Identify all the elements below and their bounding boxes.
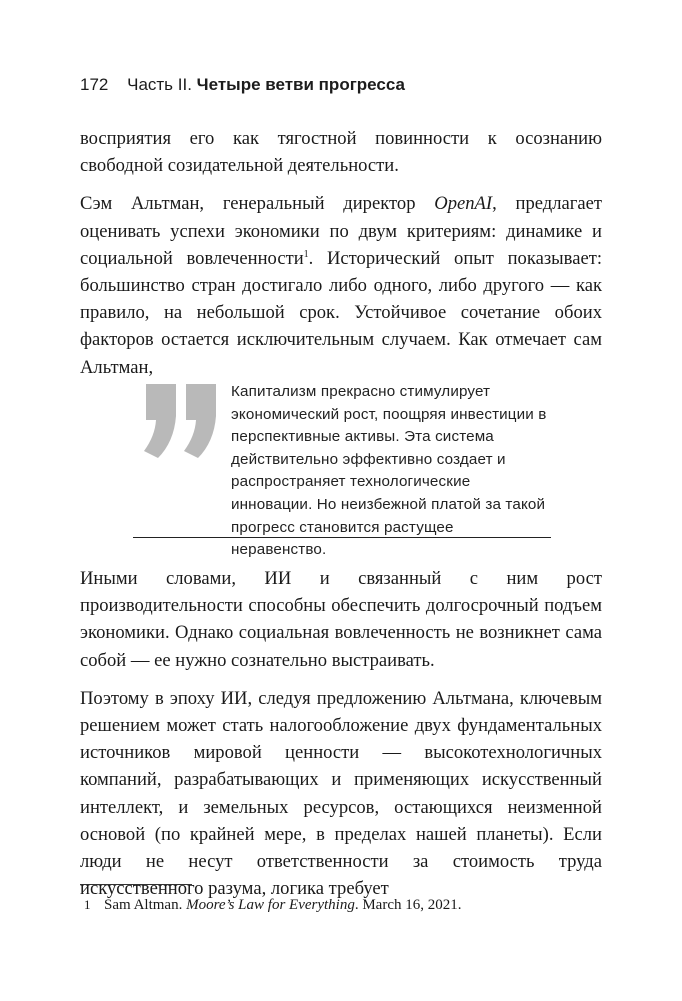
quotation-mark-graphic: [124, 350, 234, 500]
paragraph-1: восприятия его как тягостной повинности к осознанию свободной созидательной деятельности.: [80, 128, 602, 177]
footnote-author: Sam Altman.: [104, 897, 187, 913]
block-quote: Капитализм прекрасно стимулирует экономический рост, поощряя инвестиции в перспективные активы. Эта система действительно эффективно создает и распространяет технологические инновации. Но неизбежной платой за такой прогресс становится растущее неравенство.: [231, 383, 547, 559]
body-text-top: [80, 125, 602, 381]
quote-divider: [133, 537, 551, 538]
running-head: [80, 72, 610, 98]
footnote-title: Moore’s Law for Everything: [186, 897, 355, 913]
quotation-mark-icon: [124, 350, 234, 500]
part-title: Четыре ветви прогресса: [196, 75, 405, 94]
footnote-reference[interactable]: 1: [303, 248, 309, 260]
paragraph-4: Поэтому в эпоху ИИ, следуя предложению Альтмана, ключевым решением может стать налогообложение двух фундаментальных источников мировой ценности — высокотехнологичных компаний, разрабатывающих и применяющих искусственный интеллект, и земельных ресурсов, остающихся неизменной основой (по крайней мере, в пределах нашей планеты). Если люди не несут ответственности за стоимость труда искусственного разума, логика требует: [80, 687, 602, 900]
footnote-date: . March 16, 2021.: [354, 897, 462, 913]
paragraph-3: Иными словами, ИИ и связанный с ним рост производительности способны обеспечить долгосрочный подъем экономики. Однако социальная вовлеченность не возникнет сама собой — ее нужно сознательно выстраивать.: [80, 568, 602, 671]
company-name: OpenAI: [434, 193, 493, 215]
paragraph-2-part-c: . Исторический опыт показывает: большинство стран достигало либо одного, либо другого — как правило, на небольшой срок. Устойчивое сочетание обоих факторов остается исключительным случаем. Как отмечает сам Альтман,: [80, 247, 602, 378]
footnote: [80, 894, 602, 916]
footnote-number: 1: [84, 897, 91, 912]
paragraph-2-part-b: , предлагает оценивать успехи экономики по двум критериям: динамике и социальной вовлеченности: [80, 193, 603, 269]
body-text-bottom: [80, 565, 602, 902]
part-label: Часть II.: [127, 75, 192, 94]
paragraph-2-part-a: Сэм Альтман, генеральный директор: [80, 193, 435, 215]
page-number: 172: [80, 75, 109, 94]
footnote-divider: [80, 884, 192, 885]
